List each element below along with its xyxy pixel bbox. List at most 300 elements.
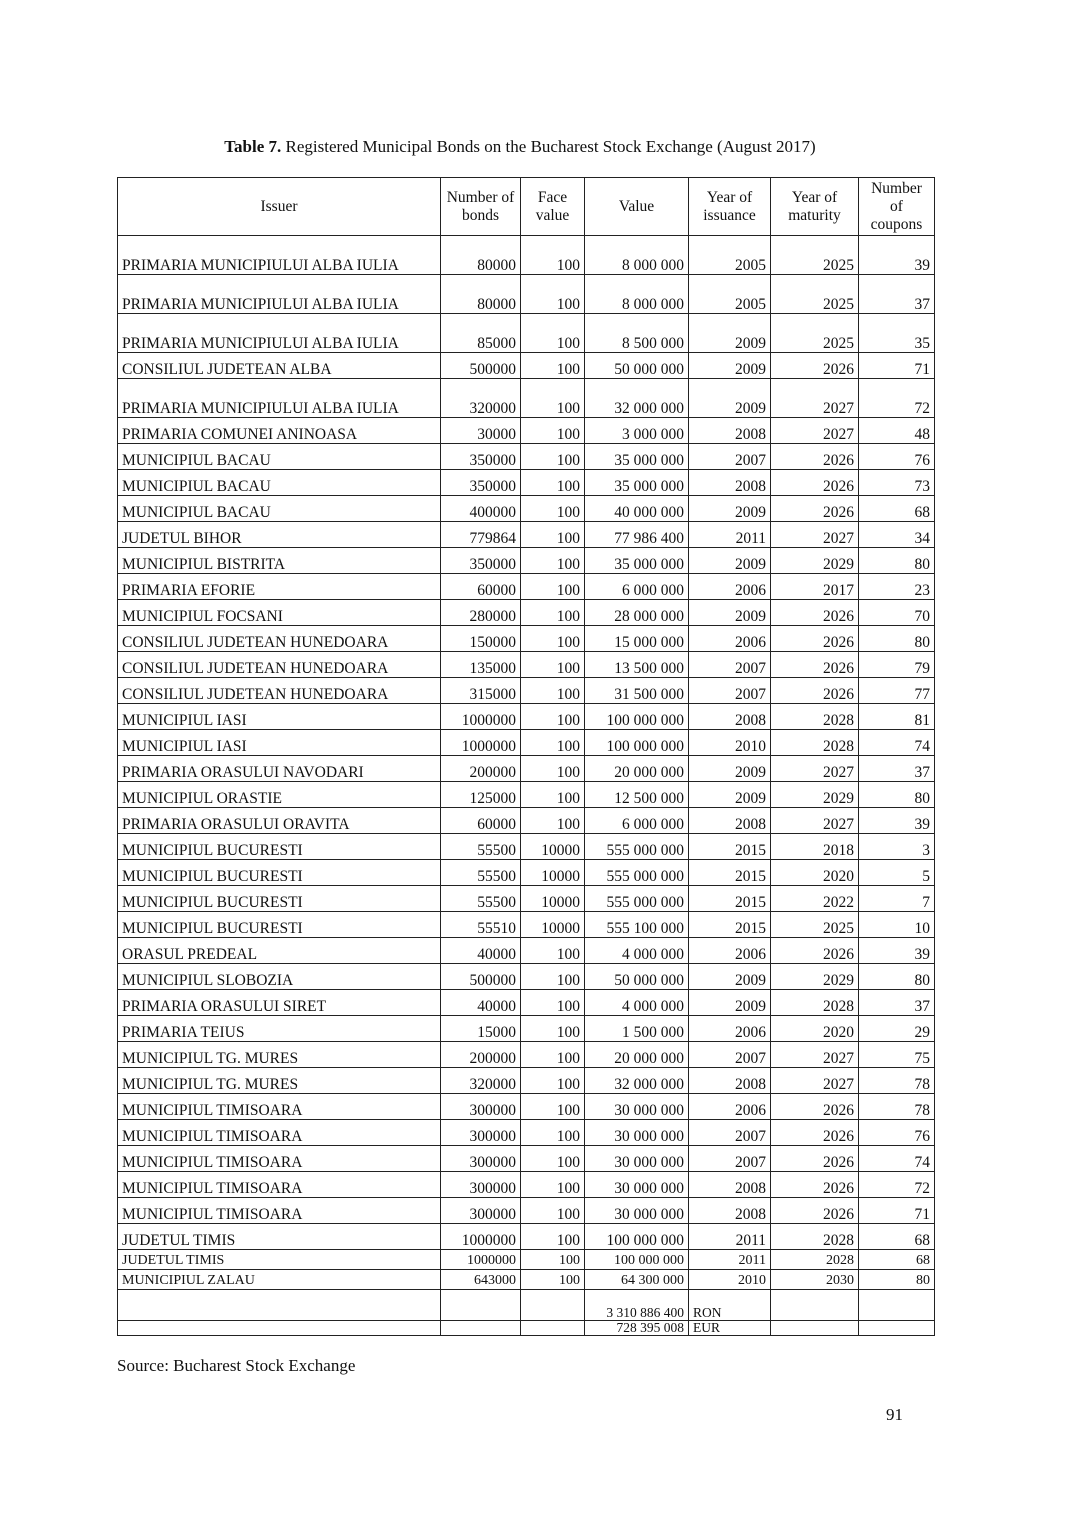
cell-number-of-coupons: 77 [859,678,935,704]
cell-number-of-coupons: 79 [859,652,935,678]
cell-value: 35 000 000 [585,444,689,470]
cell-value: 28 000 000 [585,600,689,626]
table-row [118,574,935,600]
cell-value: 30 000 000 [585,1146,689,1172]
page-number: 91 [886,1405,903,1424]
cell-face-value: 100 [521,1146,585,1172]
cell-year-of-maturity: 2026 [771,938,859,964]
cell-number-of-coupons: 34 [859,522,935,548]
cell-year-of-maturity: 2027 [771,418,859,444]
cell-number-of-coupons: 74 [859,1146,935,1172]
cell-number-of-coupons: 10 [859,912,935,938]
cell-issuer: MUNICIPIUL TIMISOARA [118,1146,441,1172]
table-row [118,236,935,275]
cell-number-of-bonds: 350000 [441,444,521,470]
cell-issuer: MUNICIPIUL SLOBOZIA [118,964,441,990]
cell-value: 20 000 000 [585,1042,689,1068]
cell-number-of-bonds: 55510 [441,912,521,938]
cell-year-of-maturity: 2027 [771,756,859,782]
table-row [118,730,935,756]
cell-year-of-issuance: 2008 [689,470,771,496]
table-row [118,834,935,860]
cell-year-of-issuance: 2009 [689,990,771,1016]
cell-year-of-issuance: 2011 [689,522,771,548]
cell-year-of-issuance: 2009 [689,756,771,782]
cell-value: 30 000 000 [585,1094,689,1120]
cell-year-of-issuance: 2008 [689,1198,771,1224]
cell-number-of-coupons: 7 [859,886,935,912]
table-row [118,1270,935,1290]
cell-year-of-maturity: 2029 [771,782,859,808]
cell-year-of-maturity: 2025 [771,275,859,314]
cell-year-of-issuance: 2008 [689,418,771,444]
cell-number-of-coupons: 81 [859,704,935,730]
cell-number-of-bonds: 643000 [441,1270,521,1290]
cell-number-of-coupons: 68 [859,496,935,522]
total-currency: EUR [689,1321,771,1336]
cell-year-of-maturity: 2026 [771,1172,859,1198]
cell-issuer: CONSILIUL JUDETEAN ALBA [118,353,441,379]
cell-issuer: MUNICIPIUL TIMISOARA [118,1198,441,1224]
cell-issuer: MUNICIPIUL ORASTIE [118,782,441,808]
table-row [118,418,935,444]
cell-issuer: MUNICIPIUL BACAU [118,444,441,470]
cell-value: 64 300 000 [585,1270,689,1290]
cell-year-of-issuance: 2008 [689,1068,771,1094]
cell-face-value: 100 [521,1250,585,1270]
cell-year-of-issuance: 2006 [689,574,771,600]
cell-value: 555 100 000 [585,912,689,938]
empty-cell [521,1290,585,1321]
cell-year-of-maturity: 2030 [771,1270,859,1290]
cell-number-of-bonds: 1000000 [441,730,521,756]
cell-year-of-maturity: 2028 [771,730,859,756]
cell-number-of-bonds: 60000 [441,808,521,834]
cell-issuer: JUDETUL TIMIS [118,1250,441,1270]
cell-value: 100 000 000 [585,1250,689,1270]
cell-value: 13 500 000 [585,652,689,678]
cell-year-of-maturity: 2026 [771,1198,859,1224]
empty-cell [771,1321,859,1336]
cell-number-of-coupons: 48 [859,418,935,444]
cell-issuer: MUNICIPIUL BISTRITA [118,548,441,574]
cell-issuer: PRIMARIA ORASULUI NAVODARI [118,756,441,782]
cell-year-of-maturity: 2022 [771,886,859,912]
cell-face-value: 100 [521,626,585,652]
cell-value: 8 500 000 [585,314,689,353]
cell-issuer: MUNICIPIUL BUCURESTI [118,886,441,912]
cell-number-of-bonds: 150000 [441,626,521,652]
table-body [118,236,935,1336]
cell-year-of-maturity: 2026 [771,1094,859,1120]
cell-value: 6 000 000 [585,574,689,600]
cell-number-of-bonds: 80000 [441,236,521,275]
total-value: 728 395 008 [585,1321,689,1336]
table-row [118,379,935,418]
cell-face-value: 100 [521,1042,585,1068]
cell-year-of-issuance: 2015 [689,886,771,912]
cell-number-of-bonds: 300000 [441,1094,521,1120]
cell-year-of-maturity: 2027 [771,379,859,418]
cell-number-of-coupons: 5 [859,860,935,886]
cell-value: 4 000 000 [585,990,689,1016]
cell-number-of-coupons: 68 [859,1250,935,1270]
cell-issuer: PRIMARIA MUNICIPIULUI ALBA IULIA [118,275,441,314]
cell-face-value: 100 [521,1198,585,1224]
cell-value: 30 000 000 [585,1198,689,1224]
cell-year-of-issuance: 2015 [689,860,771,886]
cell-number-of-bonds: 315000 [441,678,521,704]
cell-issuer: MUNICIPIUL BUCURESTI [118,834,441,860]
cell-number-of-bonds: 125000 [441,782,521,808]
cell-year-of-issuance: 2015 [689,912,771,938]
cell-value: 6 000 000 [585,808,689,834]
cell-face-value: 100 [521,236,585,275]
cell-face-value: 10000 [521,912,585,938]
cell-number-of-coupons: 74 [859,730,935,756]
cell-number-of-bonds: 30000 [441,418,521,444]
cell-face-value: 100 [521,548,585,574]
cell-year-of-issuance: 2005 [689,236,771,275]
cell-year-of-maturity: 2026 [771,1120,859,1146]
cell-face-value: 10000 [521,860,585,886]
cell-number-of-coupons: 80 [859,782,935,808]
cell-value: 32 000 000 [585,379,689,418]
cell-number-of-bonds: 200000 [441,1042,521,1068]
cell-issuer: PRIMARIA ORASULUI ORAVITA [118,808,441,834]
cell-face-value: 100 [521,704,585,730]
cell-year-of-maturity: 2027 [771,522,859,548]
cell-number-of-coupons: 29 [859,1016,935,1042]
cell-face-value: 100 [521,314,585,353]
cell-issuer: MUNICIPIUL IASI [118,704,441,730]
cell-value: 100 000 000 [585,1224,689,1250]
cell-issuer: PRIMARIA EFORIE [118,574,441,600]
cell-year-of-maturity: 2026 [771,444,859,470]
empty-cell [771,1290,859,1321]
cell-face-value: 100 [521,470,585,496]
table-row [118,548,935,574]
cell-year-of-maturity: 2026 [771,678,859,704]
cell-number-of-coupons: 68 [859,1224,935,1250]
cell-year-of-issuance: 2009 [689,600,771,626]
cell-value: 77 986 400 [585,522,689,548]
cell-year-of-maturity: 2029 [771,964,859,990]
cell-year-of-maturity: 2025 [771,236,859,275]
cell-number-of-bonds: 55500 [441,886,521,912]
cell-number-of-coupons: 76 [859,1120,935,1146]
cell-issuer: MUNICIPIUL TG. MURES [118,1042,441,1068]
cell-value: 32 000 000 [585,1068,689,1094]
empty-cell [859,1290,935,1321]
cell-number-of-coupons: 3 [859,834,935,860]
cell-number-of-bonds: 60000 [441,574,521,600]
cell-number-of-coupons: 39 [859,236,935,275]
table-row [118,938,935,964]
cell-year-of-issuance: 2007 [689,1120,771,1146]
cell-year-of-issuance: 2006 [689,938,771,964]
header-year-of-issuance: Year of issuance [689,178,771,236]
cell-year-of-maturity: 2026 [771,470,859,496]
cell-value: 15 000 000 [585,626,689,652]
cell-year-of-issuance: 2009 [689,964,771,990]
cell-year-of-issuance: 2006 [689,1016,771,1042]
table-row [118,626,935,652]
cell-issuer: CONSILIUL JUDETEAN HUNEDOARA [118,678,441,704]
cell-issuer: MUNICIPIUL BACAU [118,496,441,522]
cell-year-of-maturity: 2025 [771,912,859,938]
cell-face-value: 100 [521,1016,585,1042]
cell-year-of-issuance: 2005 [689,275,771,314]
cell-value: 40 000 000 [585,496,689,522]
cell-number-of-bonds: 55500 [441,834,521,860]
cell-issuer: PRIMARIA TEIUS [118,1016,441,1042]
cell-year-of-issuance: 2008 [689,808,771,834]
cell-number-of-bonds: 320000 [441,379,521,418]
table-caption-label: Table 7. [224,137,282,156]
cell-value: 100 000 000 [585,730,689,756]
cell-year-of-maturity: 2026 [771,652,859,678]
cell-face-value: 100 [521,652,585,678]
table-row [118,912,935,938]
cell-number-of-bonds: 1000000 [441,1250,521,1270]
cell-issuer: MUNICIPIUL BACAU [118,470,441,496]
empty-cell [118,1321,441,1336]
table-caption [0,137,1040,157]
bonds-table [117,177,935,1336]
cell-value: 35 000 000 [585,548,689,574]
cell-face-value: 100 [521,1270,585,1290]
table-row [118,964,935,990]
empty-cell [441,1290,521,1321]
table-row [118,1250,935,1270]
cell-year-of-maturity: 2020 [771,1016,859,1042]
cell-year-of-issuance: 2010 [689,730,771,756]
cell-number-of-coupons: 72 [859,379,935,418]
cell-face-value: 100 [521,1224,585,1250]
cell-year-of-maturity: 2027 [771,808,859,834]
cell-issuer: MUNICIPIUL FOCSANI [118,600,441,626]
header-issuer: Issuer [118,178,441,236]
cell-number-of-coupons: 78 [859,1094,935,1120]
cell-year-of-issuance: 2010 [689,1270,771,1290]
cell-value: 12 500 000 [585,782,689,808]
cell-issuer: ORASUL PREDEAL [118,938,441,964]
cell-face-value: 100 [521,444,585,470]
empty-cell [521,1321,585,1336]
cell-number-of-bonds: 320000 [441,1068,521,1094]
cell-year-of-maturity: 2026 [771,496,859,522]
cell-year-of-maturity: 2017 [771,574,859,600]
table-row [118,1094,935,1120]
cell-year-of-issuance: 2006 [689,626,771,652]
cell-value: 50 000 000 [585,964,689,990]
table-row [118,782,935,808]
cell-value: 555 000 000 [585,860,689,886]
cell-year-of-issuance: 2009 [689,782,771,808]
cell-face-value: 100 [521,1172,585,1198]
cell-year-of-maturity: 2025 [771,314,859,353]
table-row [118,1172,935,1198]
table-caption-text: Registered Municipal Bonds on the Bucharest Stock Exchange (August 2017) [281,137,816,156]
cell-face-value: 100 [521,496,585,522]
cell-face-value: 100 [521,1068,585,1094]
cell-face-value: 100 [521,964,585,990]
cell-number-of-bonds: 300000 [441,1146,521,1172]
table-row [118,990,935,1016]
table-row [118,1146,935,1172]
cell-issuer: MUNICIPIUL IASI [118,730,441,756]
cell-number-of-coupons: 35 [859,314,935,353]
table-row [118,704,935,730]
cell-number-of-coupons: 78 [859,1068,935,1094]
table-row [118,275,935,314]
cell-number-of-bonds: 40000 [441,990,521,1016]
cell-number-of-coupons: 37 [859,990,935,1016]
table-row [118,652,935,678]
table-row [118,314,935,353]
cell-number-of-coupons: 76 [859,444,935,470]
cell-face-value: 100 [521,782,585,808]
total-currency: RON [689,1290,771,1321]
cell-year-of-maturity: 2026 [771,353,859,379]
cell-issuer: MUNICIPIUL BUCURESTI [118,860,441,886]
cell-number-of-bonds: 1000000 [441,1224,521,1250]
cell-face-value: 100 [521,938,585,964]
table-row [118,808,935,834]
table-row [118,860,935,886]
cell-value: 1 500 000 [585,1016,689,1042]
cell-number-of-bonds: 500000 [441,353,521,379]
cell-number-of-bonds: 15000 [441,1016,521,1042]
table-row [118,444,935,470]
cell-face-value: 100 [521,353,585,379]
cell-number-of-coupons: 70 [859,600,935,626]
cell-number-of-bonds: 300000 [441,1120,521,1146]
cell-number-of-bonds: 400000 [441,496,521,522]
cell-number-of-bonds: 1000000 [441,704,521,730]
cell-face-value: 100 [521,808,585,834]
cell-value: 100 000 000 [585,704,689,730]
empty-cell [859,1321,935,1336]
table-row [118,1120,935,1146]
cell-value: 30 000 000 [585,1120,689,1146]
cell-number-of-bonds: 80000 [441,275,521,314]
table-row [118,886,935,912]
cell-value: 4 000 000 [585,938,689,964]
cell-issuer: MUNICIPIUL ZALAU [118,1270,441,1290]
cell-value: 555 000 000 [585,886,689,912]
cell-face-value: 100 [521,990,585,1016]
cell-issuer: PRIMARIA ORASULUI SIRET [118,990,441,1016]
table-row [118,1042,935,1068]
table-row [118,353,935,379]
cell-value: 8 000 000 [585,275,689,314]
cell-number-of-bonds: 55500 [441,860,521,886]
table-row [118,522,935,548]
cell-face-value: 10000 [521,886,585,912]
cell-year-of-maturity: 2026 [771,1146,859,1172]
source-note: Source: Bucharest Stock Exchange [117,1356,356,1375]
cell-year-of-maturity: 2028 [771,1224,859,1250]
cell-value: 555 000 000 [585,834,689,860]
cell-year-of-maturity: 2028 [771,1250,859,1270]
cell-number-of-coupons: 75 [859,1042,935,1068]
cell-issuer: MUNICIPIUL BUCURESTI [118,912,441,938]
table-row [118,678,935,704]
header-number-of-bonds: Number of bonds [441,178,521,236]
cell-year-of-maturity: 2028 [771,704,859,730]
table-row [118,470,935,496]
cell-year-of-issuance: 2006 [689,1094,771,1120]
cell-number-of-coupons: 80 [859,548,935,574]
cell-year-of-maturity: 2028 [771,990,859,1016]
cell-issuer: JUDETUL BIHOR [118,522,441,548]
cell-face-value: 100 [521,522,585,548]
cell-year-of-issuance: 2009 [689,548,771,574]
cell-face-value: 100 [521,730,585,756]
cell-year-of-issuance: 2008 [689,704,771,730]
empty-cell [118,1290,441,1321]
cell-value: 30 000 000 [585,1172,689,1198]
total-row [118,1321,935,1336]
table-row [118,1198,935,1224]
cell-number-of-bonds: 500000 [441,964,521,990]
cell-year-of-maturity: 2020 [771,860,859,886]
cell-year-of-issuance: 2008 [689,1172,771,1198]
cell-number-of-bonds: 300000 [441,1172,521,1198]
cell-face-value: 100 [521,1120,585,1146]
cell-issuer: MUNICIPIUL TIMISOARA [118,1094,441,1120]
cell-year-of-maturity: 2018 [771,834,859,860]
cell-face-value: 100 [521,678,585,704]
cell-year-of-issuance: 2009 [689,314,771,353]
cell-face-value: 100 [521,756,585,782]
cell-number-of-coupons: 37 [859,275,935,314]
cell-issuer: PRIMARIA MUNICIPIULUI ALBA IULIA [118,314,441,353]
cell-issuer: PRIMARIA MUNICIPIULUI ALBA IULIA [118,379,441,418]
cell-face-value: 100 [521,600,585,626]
cell-year-of-issuance: 2007 [689,678,771,704]
cell-face-value: 100 [521,379,585,418]
cell-number-of-coupons: 39 [859,938,935,964]
cell-year-of-maturity: 2026 [771,626,859,652]
cell-year-of-maturity: 2027 [771,1068,859,1094]
cell-year-of-maturity: 2027 [771,1042,859,1068]
cell-number-of-coupons: 39 [859,808,935,834]
empty-cell [441,1321,521,1336]
cell-year-of-issuance: 2007 [689,444,771,470]
table-row [118,1016,935,1042]
cell-number-of-bonds: 779864 [441,522,521,548]
header-face-value: Face value [521,178,585,236]
cell-number-of-bonds: 280000 [441,600,521,626]
header-row [118,178,935,236]
table-row [118,496,935,522]
cell-year-of-issuance: 2007 [689,652,771,678]
cell-number-of-bonds: 300000 [441,1198,521,1224]
cell-number-of-coupons: 80 [859,626,935,652]
cell-issuer: PRIMARIA COMUNEI ANINOASA [118,418,441,444]
cell-year-of-maturity: 2029 [771,548,859,574]
table-row [118,756,935,782]
cell-number-of-coupons: 37 [859,756,935,782]
cell-number-of-bonds: 85000 [441,314,521,353]
cell-face-value: 100 [521,275,585,314]
cell-face-value: 100 [521,418,585,444]
cell-year-of-issuance: 2011 [689,1250,771,1270]
cell-number-of-bonds: 350000 [441,470,521,496]
